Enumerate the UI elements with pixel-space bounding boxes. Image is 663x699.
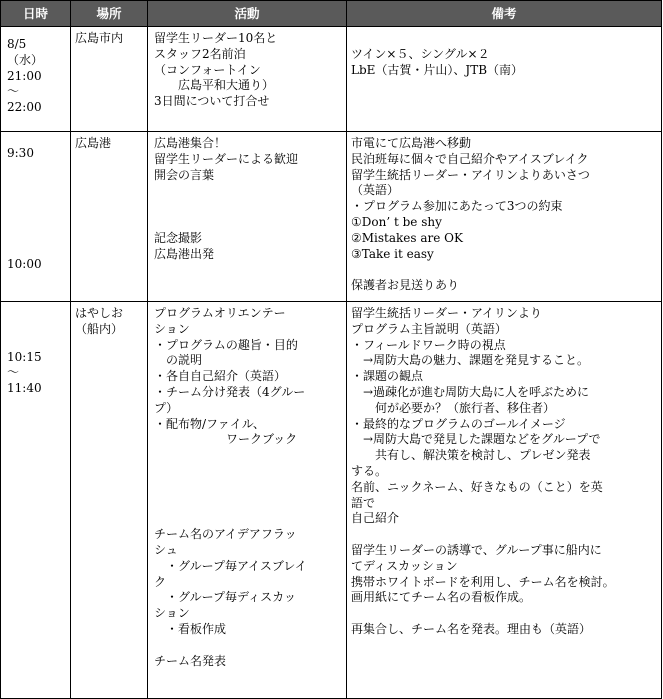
date-line: 9:30 [7,146,34,160]
notes-line [351,262,659,278]
notes-line: →過疎化が進む周防大島に人を呼ぶために [351,384,590,399]
notes-line: ・プログラム参加にあたって3つの約束 [351,199,563,214]
notes-line: 画用紙にてチーム名の看板作成。 [351,590,532,605]
notes-line: 再集合し、チーム名を発表。理由も（英語） [351,621,592,636]
date-line [7,241,68,257]
date-line: 11:40 [7,381,42,396]
notes-content [347,302,661,638]
schedule-row [1,132,662,302]
notes-line: てディスカッション [351,558,458,573]
activity-cell [148,302,347,699]
header-activity: 活動 [148,1,347,27]
date-line [7,225,68,241]
notes-line: 携帯ホワイトボードを利用し、チーム名を検討。 [351,574,615,589]
activity-line [154,183,344,199]
date-content [1,132,70,272]
activity-line: プログラムオリエンテー [154,306,286,320]
schedule-row [1,302,662,699]
activity-line: 留学生リーダーによる歓迎 [154,151,299,166]
activity-line: 記念撮影 [154,230,203,245]
activity-line [154,199,344,215]
header-date: 日時 [1,1,71,27]
activity-line: ・各自自己紹介（英語） [154,369,287,384]
date-cell [1,27,71,132]
notes-line: ①Don’ t be shy [351,214,442,229]
notes-line: ②Mistakes are OK [351,230,463,245]
activity-line [154,511,344,527]
date-line [7,334,68,350]
activity-cell [148,27,347,132]
notes-line: ③Take it easy [351,246,434,261]
date-line [7,209,68,225]
notes-line: 共有し、解決策を検討し、プレゼン発表 [351,448,591,463]
activity-line: 留学生リーダー10名と [154,31,278,45]
activity-content [148,302,346,669]
activity-line [154,215,344,231]
activity-line [154,638,344,654]
activity-line: チーム名のアイデアフラッ [154,527,297,542]
activity-line: ション [154,606,190,621]
place-line: （船内） [75,321,124,336]
notes-content [347,27,661,78]
notes-line: ツイン×５、シングル×２ [351,46,490,61]
activity-line: ション [154,321,190,336]
header-notes: 備考 [347,1,662,27]
activity-line: 広島平和大通り） [154,78,275,93]
notes-line: 民泊班毎に個々で自己紹介やアイスブレイク [351,151,589,166]
date-content [1,27,70,116]
date-cell [1,302,71,699]
activity-content [148,27,346,110]
date-line [7,318,68,334]
notes-line: 語で [351,495,376,510]
notes-line: 留学生リーダーの誘導で、グループ事に船内に [351,542,602,557]
notes-line: 自己紹介 [351,511,400,526]
activity-line: の説明 [154,353,203,368]
activity-line: ・看板作成 [154,621,227,636]
notes-cell [347,132,662,302]
activity-cell [148,132,347,302]
place-line: 広島市内 [75,31,124,45]
date-line: 21:00 [7,68,42,83]
notes-line: 名前、ニックネーム、好きなもの（こと）を英 [351,479,603,494]
activity-line [154,496,344,512]
notes-content [347,132,661,294]
activity-line: プ） [154,400,179,415]
date-content [1,302,70,397]
activity-line: ワークブック [154,432,298,447]
notes-line: LbE（古賀・片山）、JTB（南） [351,62,524,77]
notes-line: →周防大島で発見した課題などをグループで [351,432,601,447]
notes-line: ・フィールドワーク時の視点 [351,337,506,352]
notes-line [351,606,659,622]
notes-line: 何が必要か？（旅行者、移住者） [351,400,556,415]
activity-line: チーム名発表 [154,653,227,668]
activity-content [148,132,346,262]
date-line: 10:15 [7,349,42,364]
activity-line: 広島港集合！ [154,136,227,150]
activity-line: シュ [154,542,178,557]
activity-line: スタッフ2名前泊 [154,46,246,61]
activity-line: ・グループ毎アイスブレイ [154,558,307,573]
activity-line [154,480,344,496]
activity-line [154,464,344,480]
date-line [7,162,68,178]
date-line: （水） [7,52,44,67]
notes-line: 市電にて広島港へ移動 [351,136,472,150]
activity-line: ・グループ毎ディスカッ [154,590,296,605]
schedule-row [1,27,662,132]
place-cell [71,27,148,132]
activity-line: 開会の言葉 [154,167,215,182]
activity-line [154,448,344,464]
place-content [71,27,147,47]
notes-line: 保護者お見送りあり [351,278,460,293]
notes-line: 留学生統括リーダー・アイリンよりあいさつ [351,167,590,182]
place-content [71,132,147,152]
date-line: ～ [7,84,20,99]
notes-line [351,527,659,543]
notes-line: →周防大島の魅力、課題を発見すること。 [351,353,590,368]
activity-line: ク [154,574,167,589]
date-line: 22:00 [7,100,42,115]
notes-line: プログラム主旨説明（英語） [351,321,507,336]
notes-line: ・最終的なプログラムのゴールイメージ [351,416,566,431]
activity-line: ・配布物/ファイル、 [154,416,265,431]
place-cell [71,302,148,699]
place-content [71,302,147,338]
activity-line: 広島港出発 [154,246,215,261]
notes-line: （英語） [351,183,400,198]
place-cell [71,132,148,302]
header-place: 場所 [71,1,148,27]
activity-line: 3日間について打合せ [154,94,270,109]
notes-cell [347,302,662,699]
date-line: 8/5 [7,37,27,51]
notes-cell [347,27,662,132]
notes-line: する。 [351,463,388,478]
date-line: ～ [7,365,20,380]
activity-line: （コンフォートイン [154,62,261,77]
activity-line: ・プログラムの趣旨・目的 [154,337,298,352]
place-line: はやしお [75,306,124,320]
notes-line [351,31,659,47]
activity-line: ・チーム分け発表（4グルー [154,384,306,399]
date-cell [1,132,71,302]
place-line: 広島港 [75,136,112,150]
notes-line: ・課題の観点 [351,369,424,384]
notes-line: 留学生統括リーダー・アイリンより [351,306,542,320]
header-row [1,1,662,27]
date-line [7,193,68,209]
date-line [7,178,68,194]
date-line: 10:00 [7,256,42,271]
